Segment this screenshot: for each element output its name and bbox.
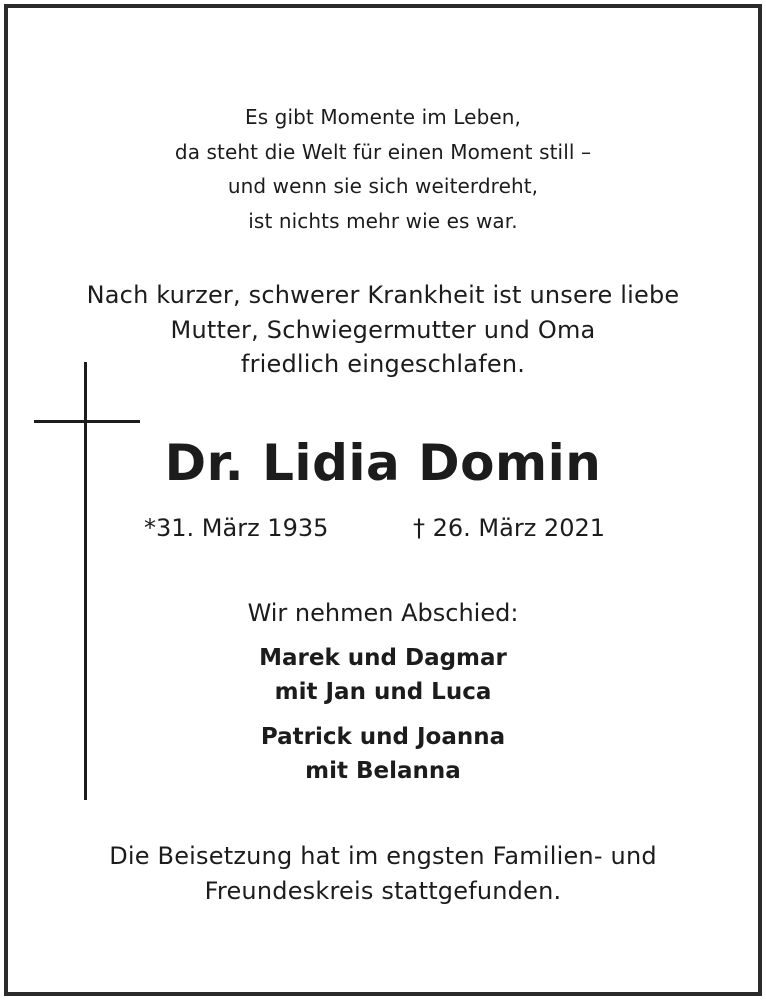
intro-line: Nach kurzer, schwerer Krankheit ist unsere liebe <box>86 281 680 309</box>
mourner-names: Marek und Dagmar <box>259 645 507 671</box>
poem <box>8 100 758 238</box>
intro-line: Mutter, Schwiegermutter und Oma <box>170 315 596 344</box>
funeral-line: Freundeskreis stattgefunden. <box>204 876 562 905</box>
mourner-family <box>8 720 758 788</box>
intro-line: friedlich eingeschlafen. <box>240 350 526 378</box>
birth-date: *31. März 1935 <box>144 514 329 542</box>
poem-line: und wenn sie sich weiterdreht, <box>227 174 539 198</box>
poem-line: da steht die Welt für einen Moment still – <box>174 139 592 164</box>
deceased-name: Dr. Lidia Domin <box>164 434 602 492</box>
farewell-heading: Wir nehmen Abschied: <box>247 599 519 627</box>
obituary-notice <box>4 4 762 996</box>
poem-line: ist nichts mehr wie es war. <box>248 208 518 233</box>
intro-text <box>8 278 758 382</box>
mourner-names: Patrick und Joanna <box>260 724 506 750</box>
poem-line: Es gibt Momente im Leben, <box>244 105 522 129</box>
mourner-children: mit Belanna <box>305 758 461 784</box>
mourner-family <box>8 641 758 709</box>
funeral-note <box>8 839 758 908</box>
mourner-children: mit Jan und Luca <box>274 679 492 705</box>
funeral-line: Die Beisetzung hat im engsten Familien- und <box>109 842 657 870</box>
death-date: † 26. März 2021 <box>413 514 606 542</box>
cross-horizontal-bar <box>34 420 140 423</box>
